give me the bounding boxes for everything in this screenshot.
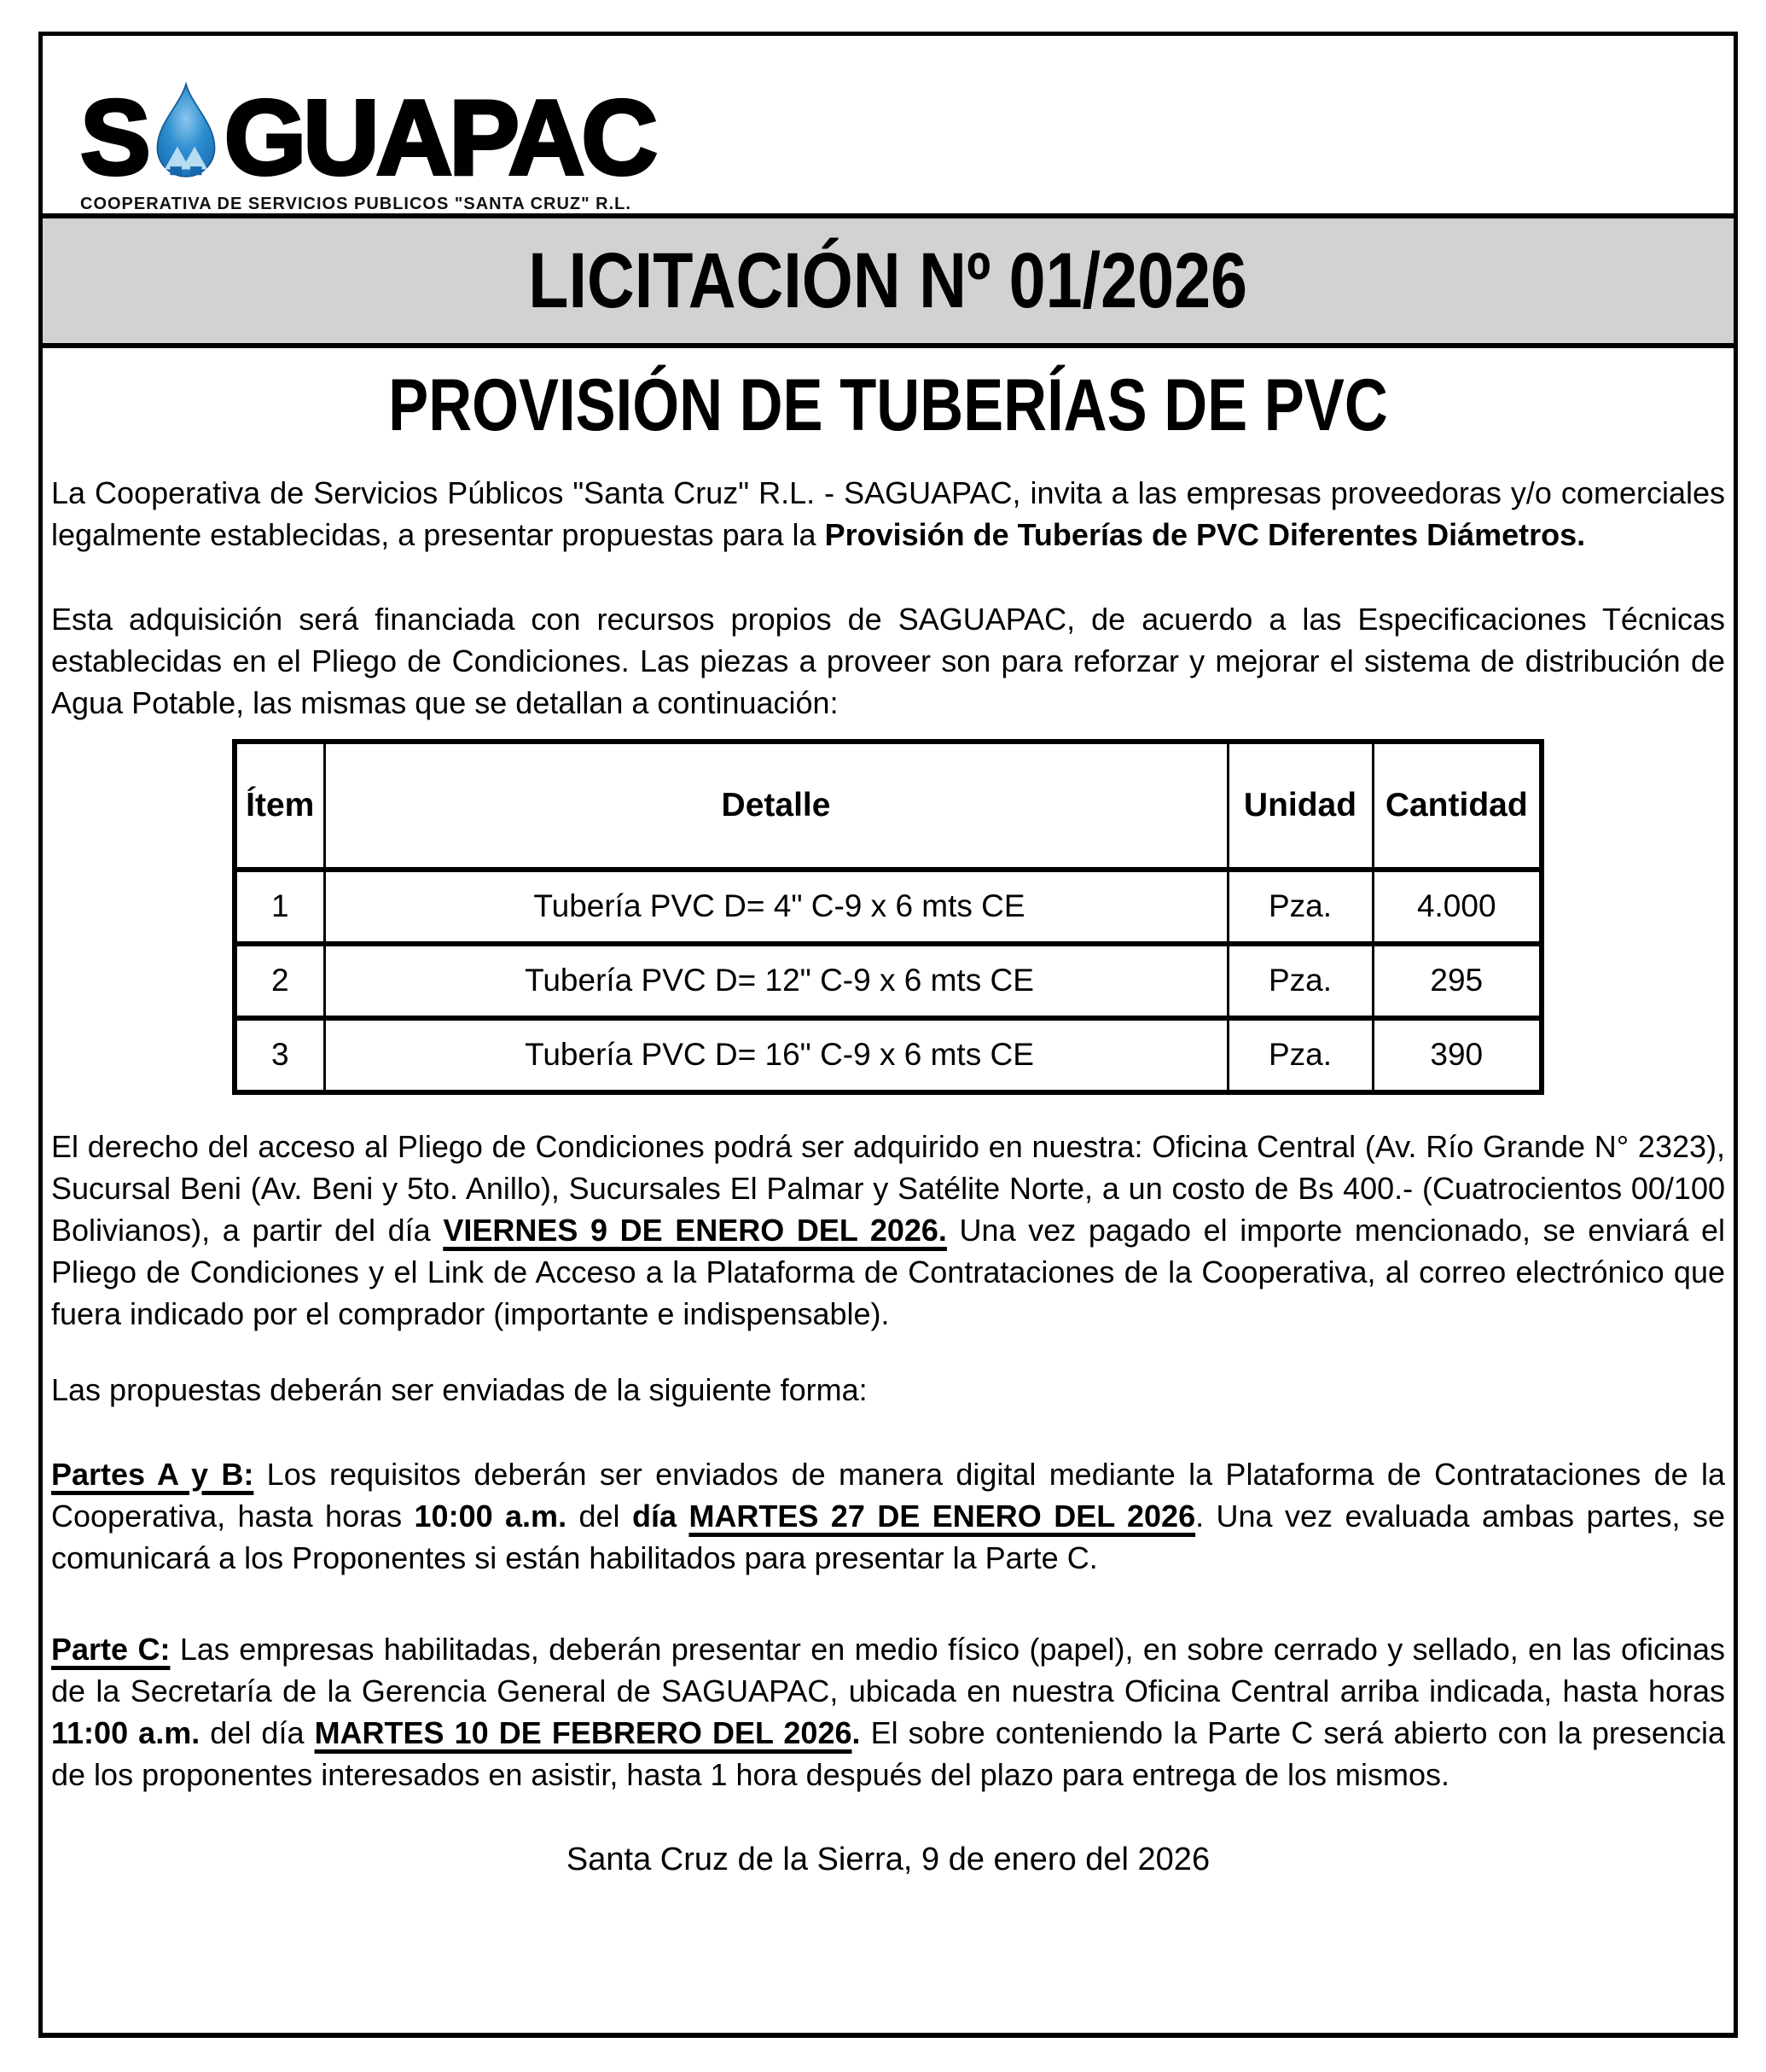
cell-detalle: Tubería PVC D= 4" C-9 x 6 mts CE: [324, 870, 1228, 944]
document-body: [43, 348, 1734, 2033]
logo-text-prefix: S: [80, 79, 148, 197]
cell-unidad: Pza.: [1228, 870, 1373, 944]
column-header-cantidad: Cantidad: [1373, 742, 1542, 870]
cell-cantidad: 390: [1373, 1018, 1542, 1092]
page-title: PROVISIÓN DE TUBERÍAS DE PVC: [388, 364, 1388, 446]
cell-item: 2: [235, 944, 324, 1018]
paragraph-send-intro: Las propuestas deberán ser enviadas de la siguiente forma:: [51, 1371, 868, 1407]
tender-document: [38, 32, 1738, 2038]
logo-tagline: COOPERATIVA DE SERVICIOS PUBLICOS "SANTA CRUZ" R.L.: [80, 195, 631, 213]
cell-item: 3: [235, 1018, 324, 1092]
paragraph-part-c: Parte C: Las empresas habilitadas, deberán presentar en medio físico (papel), en sobre cerrado y sellado, en las oficinas de la Secretaría de la Gerencia General de SAGUAPAC, ubicada en nuestra Oficina Central arriba indicada, hasta horas 11:00 a.m. del día MARTES 10 DE FEBRERO DEL 2026. El sobre conteniendo la Parte C será abierto con la presencia de los proponentes interesados en asistir, hasta 1 hora después del plazo para entrega de los mismos.: [51, 1631, 1726, 1792]
items-table: [232, 739, 1544, 1095]
banner-title: LICITACIÓN Nº 01/2026: [528, 236, 1248, 324]
logo-text-suffix: GUAPAC: [224, 79, 654, 197]
column-header-detalle: Detalle: [324, 742, 1228, 870]
column-header-item: Ítem: [235, 742, 324, 870]
paragraph-financing: Esta adquisición será financiada con recursos propios de SAGUAPAC, de acuerdo a las Especificaciones Técnicas establecidas en el Pliego de Condiciones. Las piezas a proveer son para reforzar y mejorar el sistema de distribución de Agua Potable, las mismas que se detallan a continuación:: [51, 601, 1725, 720]
table-header-row: [235, 742, 1542, 870]
logo-section: [43, 36, 1734, 213]
paragraph-parts-ab: Partes A y B: Los requisitos deberán ser enviados de manera digital mediante la Plataforma de Contrataciones de la Cooperativa, hasta horas 10:00 a.m. del día MARTES 27 DE ENERO DEL 2026. Una vez evaluada ambas partes, se comunicará a los Proponentes si están habilitados para presentar la Parte C.: [51, 1456, 1725, 1575]
cell-unidad: Pza.: [1228, 1018, 1373, 1092]
water-drop-icon: [150, 73, 222, 198]
table-row: [235, 870, 1542, 944]
paragraph-access: El derecho del acceso al Pliego de Condiciones podrá ser adquirido en nuestra: Oficina Central (Av. Río Grande N° 2323), Sucursal Beni (Av. Beni y 5to. Anillo), Sucursales El Palmar y Satélite Norte, a un costo de Bs 400.- (Cuatrocientos 00/100 Bolivianos), a partir del día VIERNES 9 DE ENERO DEL 2026. Una vez pagado el importe mencionado, se enviará el Pliego de Condiciones y el Link de Acceso a la Plataforma de Contrataciones de la Cooperativa, al correo electrónico que fuera indicado por el comprador (importante e indispensable).: [51, 1128, 1726, 1331]
cell-unidad: Pza.: [1228, 944, 1373, 1018]
cell-detalle: Tubería PVC D= 12" C-9 x 6 mts CE: [324, 944, 1228, 1018]
table-row: [235, 1018, 1542, 1092]
table-row: [235, 944, 1542, 1018]
saguapac-logo: [80, 56, 1734, 197]
cell-detalle: Tubería PVC D= 16" C-9 x 6 mts CE: [324, 1018, 1228, 1092]
dateline: Santa Cruz de la Sierra, 9 de enero del 2026: [566, 1841, 1211, 1877]
cell-cantidad: 4.000: [1373, 870, 1542, 944]
cell-item: 1: [235, 870, 324, 944]
paragraph-intro: La Cooperativa de Servicios Públicos "Santa Cruz" R.L. - SAGUAPAC, invita a las empresas proveedoras y/o comerciales legalmente establecidas, a presentar propuestas para la Provisión de Tuberías de PVC Diferentes Diámetros.: [51, 474, 1725, 552]
column-header-unidad: Unidad: [1228, 742, 1373, 870]
banner-bar: [43, 213, 1734, 348]
cell-cantidad: 295: [1373, 944, 1542, 1018]
